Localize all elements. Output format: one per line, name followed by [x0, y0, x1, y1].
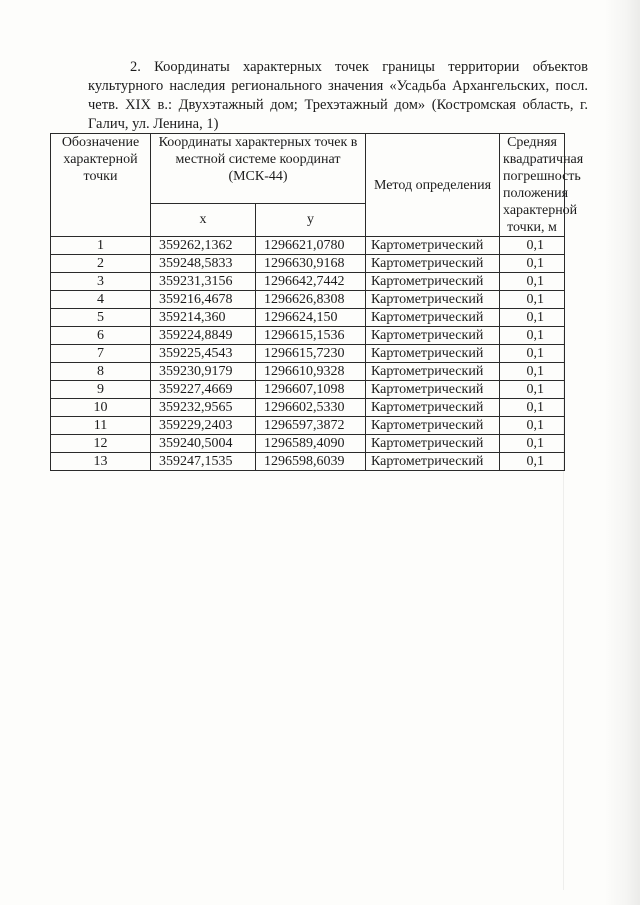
y-coordinate-cell: 1296624,150 — [256, 309, 366, 327]
header-coordinates: Координаты характерных точек в местной системе координат (МСК-44) — [151, 134, 366, 204]
table-row — [51, 309, 565, 327]
table-row — [51, 381, 565, 399]
method-cell: Картометрический — [366, 435, 500, 453]
point-number-cell: 8 — [51, 363, 151, 381]
y-coordinate-cell: 1296597,3872 — [256, 417, 366, 435]
error-cell: 0,1 — [500, 363, 565, 381]
point-number-cell: 7 — [51, 345, 151, 363]
x-coordinate-cell: 359231,3156 — [151, 273, 256, 291]
table-row — [51, 255, 565, 273]
header-y: у — [256, 203, 366, 236]
error-cell: 0,1 — [500, 381, 565, 399]
error-cell: 0,1 — [500, 255, 565, 273]
method-cell: Картометрический — [366, 363, 500, 381]
y-coordinate-cell: 1296642,7442 — [256, 273, 366, 291]
y-coordinate-cell: 1296615,7230 — [256, 345, 366, 363]
point-number-cell: 2 — [51, 255, 151, 273]
method-cell: Картометрический — [366, 399, 500, 417]
y-coordinate-cell: 1296621,0780 — [256, 237, 366, 255]
error-cell: 0,1 — [500, 399, 565, 417]
x-coordinate-cell: 359262,1362 — [151, 237, 256, 255]
x-coordinate-cell: 359240,5004 — [151, 435, 256, 453]
error-cell: 0,1 — [500, 273, 565, 291]
coordinates-table — [50, 133, 584, 471]
table-row — [51, 399, 565, 417]
point-number-cell: 1 — [51, 237, 151, 255]
error-cell: 0,1 — [500, 345, 565, 363]
x-coordinate-cell: 359248,5833 — [151, 255, 256, 273]
y-coordinate-cell: 1296607,1098 — [256, 381, 366, 399]
x-coordinate-cell: 359230,9179 — [151, 363, 256, 381]
point-number-cell: 13 — [51, 453, 151, 471]
method-cell: Картометрический — [366, 273, 500, 291]
x-coordinate-cell: 359247,1535 — [151, 453, 256, 471]
point-number-cell: 12 — [51, 435, 151, 453]
error-cell: 0,1 — [500, 435, 565, 453]
header-error: Средняя квадратичная погрешность положения характерной точки, м — [500, 134, 565, 237]
header-x: х — [151, 203, 256, 236]
x-coordinate-cell: 359216,4678 — [151, 291, 256, 309]
section-heading-text: 2. Координаты характерных точек границы территории объектов культурного наследия регионального значения «Усадьба Архангельских, посл. четв. XIX в.: Двухэтажный дом; Трехэтажный дом» (Костромская область, г. Галич, ул. Ленина, 1) — [88, 59, 588, 132]
method-cell: Картометрический — [366, 237, 500, 255]
x-coordinate-cell: 359232,9565 — [151, 399, 256, 417]
point-number-cell: 4 — [51, 291, 151, 309]
table-row — [51, 435, 565, 453]
table-body — [51, 237, 565, 471]
y-coordinate-cell: 1296626,8308 — [256, 291, 366, 309]
point-number-cell: 11 — [51, 417, 151, 435]
table-row — [51, 237, 565, 255]
point-number-cell: 6 — [51, 327, 151, 345]
table-row — [51, 363, 565, 381]
y-coordinate-cell: 1296630,9168 — [256, 255, 366, 273]
table-row — [51, 327, 565, 345]
error-cell: 0,1 — [500, 327, 565, 345]
header-point: Обозначение характерной точки — [51, 134, 151, 237]
header-method: Метод определения — [366, 134, 500, 237]
x-coordinate-cell: 359225,4543 — [151, 345, 256, 363]
y-coordinate-cell: 1296615,1536 — [256, 327, 366, 345]
x-coordinate-cell: 359227,4669 — [151, 381, 256, 399]
table-row — [51, 273, 565, 291]
y-coordinate-cell: 1296610,9328 — [256, 363, 366, 381]
error-cell: 0,1 — [500, 237, 565, 255]
x-coordinate-cell: 359214,360 — [151, 309, 256, 327]
error-cell: 0,1 — [500, 309, 565, 327]
x-coordinate-cell: 359224,8849 — [151, 327, 256, 345]
method-cell: Картометрический — [366, 417, 500, 435]
method-cell: Картометрический — [366, 309, 500, 327]
point-number-cell: 5 — [51, 309, 151, 327]
point-number-cell: 9 — [51, 381, 151, 399]
point-number-cell: 10 — [51, 399, 151, 417]
table-row — [51, 291, 565, 309]
method-cell: Картометрический — [366, 381, 500, 399]
method-cell: Картометрический — [366, 255, 500, 273]
error-cell: 0,1 — [500, 417, 565, 435]
y-coordinate-cell: 1296598,6039 — [256, 453, 366, 471]
section-heading — [88, 58, 588, 134]
error-cell: 0,1 — [500, 291, 565, 309]
method-cell: Картометрический — [366, 345, 500, 363]
error-cell: 0,1 — [500, 453, 565, 471]
method-cell: Картометрический — [366, 291, 500, 309]
x-coordinate-cell: 359229,2403 — [151, 417, 256, 435]
method-cell: Картометрический — [366, 327, 500, 345]
y-coordinate-cell: 1296589,4090 — [256, 435, 366, 453]
method-cell: Картометрический — [366, 453, 500, 471]
table-row — [51, 453, 565, 471]
table-row — [51, 345, 565, 363]
table-row — [51, 417, 565, 435]
point-number-cell: 3 — [51, 273, 151, 291]
y-coordinate-cell: 1296602,5330 — [256, 399, 366, 417]
scan-edge-shadow — [604, 0, 640, 905]
